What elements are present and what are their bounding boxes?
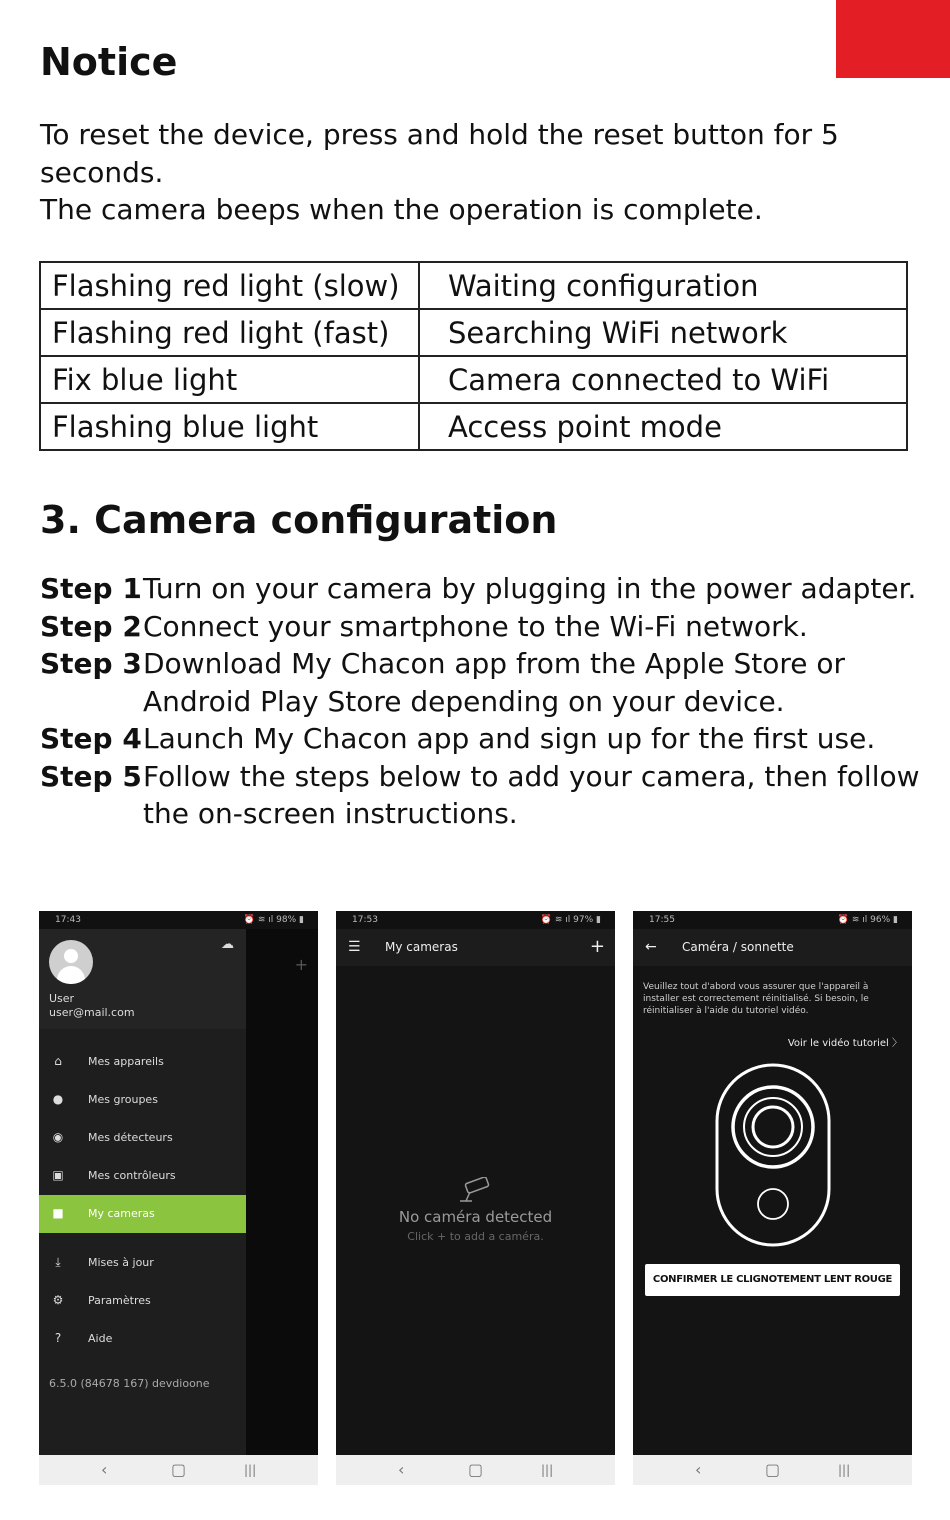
menu-item-my-cameras[interactable] <box>39 1195 246 1233</box>
drawer-header <box>39 929 246 1029</box>
back-icon[interactable]: ‹ <box>101 1460 108 1479</box>
table-row <box>40 403 907 450</box>
notice-line: To reset the device, press and hold the reset button for 5 seconds. <box>40 118 839 189</box>
back-arrow-icon[interactable]: ← <box>645 939 657 955</box>
notice-text <box>40 116 900 229</box>
light-cell: Flashing red light (slow) <box>40 262 419 309</box>
meaning-cell: Searching WiFi network <box>419 309 907 356</box>
recents-icon[interactable]: ||| <box>838 1463 851 1477</box>
screen-title: Caméra / sonnette <box>682 940 794 954</box>
step-label: Step 1 <box>40 572 142 605</box>
step-text: Connect your smartphone to the Wi-Fi network. <box>143 609 808 643</box>
step-text: Launch My Chacon app and sign up for the first use. <box>143 722 876 755</box>
step-label: Step 5 <box>40 759 142 793</box>
menu-item-mes-appareils[interactable] <box>39 1043 246 1081</box>
app-version: 6.5.0 (84678 167) devdioone <box>49 1377 210 1390</box>
help-icon: ? <box>54 1331 62 1345</box>
empty-state-title: No caméra detected <box>398 1208 553 1226</box>
home-button-icon[interactable]: ▢ <box>765 1460 781 1479</box>
setup-instructions: Veuillez tout d'abord vous assurer que l'appareil à installer est correctement réinitialisé. Si besoin, le réinitialiser à l'aide du tutoriel vidéo. <box>643 982 869 1016</box>
status-time: 17:43 <box>55 915 81 925</box>
user-email: user@mail.com <box>49 1006 135 1019</box>
dimmed-background <box>246 929 318 1455</box>
home-button-icon[interactable]: ▢ <box>171 1460 187 1479</box>
status-time: 17:55 <box>649 915 675 925</box>
android-nav-bar <box>336 1455 615 1485</box>
camera-icon: ■ <box>52 1206 64 1220</box>
security-camera-icon <box>456 1177 496 1205</box>
empty-state-hint: Click + to add a caméra. <box>407 1230 544 1243</box>
brand-corner-tab <box>836 0 950 78</box>
step-item <box>40 645 920 720</box>
menu-item-aide[interactable] <box>39 1320 246 1358</box>
back-icon[interactable]: ‹ <box>398 1460 405 1479</box>
menu-item-mes-detecteurs[interactable] <box>39 1119 246 1157</box>
notice-title: Notice <box>40 40 178 84</box>
step-item <box>40 758 920 833</box>
android-nav-bar <box>633 1455 912 1485</box>
step-text: Follow the steps below to add your camera, then follow the on-screen instructions. <box>143 759 920 830</box>
step-label: Step 3 <box>40 647 142 680</box>
app-header <box>336 929 615 966</box>
table-row <box>40 356 907 403</box>
status-battery: ⏰ ≋ ıl 96% ▮ <box>837 915 898 925</box>
step-label: Step 4 <box>40 722 142 755</box>
status-time: 17:53 <box>352 915 378 925</box>
menu-item-label: My cameras <box>88 1207 155 1220</box>
step-text: Download My Chacon app from the Apple Store or Android Play Store depending on your device. <box>143 647 846 718</box>
menu-item-mises-a-jour[interactable] <box>39 1244 246 1282</box>
phone-screenshot-cameras <box>336 911 615 1485</box>
controller-icon: ▣ <box>52 1168 64 1182</box>
home-icon: ⌂ <box>54 1054 62 1068</box>
step-text: Turn on your camera by plugging in the power adapter. <box>143 572 917 605</box>
detector-icon: ◉ <box>52 1130 64 1144</box>
menu-item-mes-groupes[interactable] <box>39 1081 246 1119</box>
meaning-cell: Access point mode <box>419 403 907 450</box>
screen-title: My cameras <box>385 940 458 954</box>
menu-item-label: Mes détecteurs <box>88 1131 173 1144</box>
menu-item-label: Mes appareils <box>88 1055 164 1068</box>
navigation-drawer <box>39 929 246 1455</box>
gear-icon: ⚙ <box>52 1293 64 1307</box>
steps-list <box>40 570 920 833</box>
light-cell: Fix blue light <box>40 356 419 403</box>
table-row <box>40 262 907 309</box>
notice-line: The camera beeps when the operation is complete. <box>40 193 763 226</box>
menu-item-mes-controleurs[interactable] <box>39 1157 246 1195</box>
cloud-icon[interactable]: ☁ <box>221 937 234 952</box>
menu-item-label: Aide <box>88 1332 113 1345</box>
battery-level: 96% <box>870 915 891 925</box>
light-cell: Flashing red light (fast) <box>40 309 419 356</box>
doorbell-camera-illustration <box>715 1063 831 1247</box>
recents-icon[interactable]: ||| <box>541 1463 554 1477</box>
hamburger-menu-icon[interactable]: ☰ <box>348 939 361 955</box>
light-status-table <box>39 261 908 451</box>
user-name: User <box>49 992 75 1005</box>
battery-level: 97% <box>573 915 594 925</box>
download-icon: ⤓ <box>55 1255 61 1269</box>
meaning-cell: Camera connected to WiFi <box>419 356 907 403</box>
back-icon[interactable]: ‹ <box>695 1460 702 1479</box>
table-row <box>40 309 907 356</box>
step-item <box>40 608 920 646</box>
light-cell: Flashing blue light <box>40 403 419 450</box>
menu-item-label: Mises à jour <box>88 1256 154 1269</box>
avatar[interactable] <box>49 940 93 984</box>
drawer-menu <box>39 1043 246 1358</box>
step-item <box>40 720 920 758</box>
status-battery: ⏰ ≋ ıl 98% ▮ <box>243 915 304 925</box>
status-bar <box>336 911 615 929</box>
step-item <box>40 570 920 608</box>
menu-item-label: Mes groupes <box>88 1093 158 1106</box>
section-title: 3. Camera configuration <box>40 498 558 542</box>
status-bar <box>633 911 912 929</box>
status-battery: ⏰ ≋ ıl 97% ▮ <box>540 915 601 925</box>
menu-item-label: Paramètres <box>88 1294 151 1307</box>
android-nav-bar <box>39 1455 318 1485</box>
groups-icon: ● <box>52 1092 64 1106</box>
phone-screenshot-setup <box>633 911 912 1485</box>
home-button-icon[interactable]: ▢ <box>468 1460 484 1479</box>
status-bar <box>39 911 318 929</box>
step-label: Step 2 <box>40 609 142 643</box>
meaning-cell: Waiting configuration <box>419 262 907 309</box>
phone-screenshot-menu <box>39 911 318 1485</box>
battery-level: 98% <box>276 915 297 925</box>
menu-item-label: Mes contrôleurs <box>88 1169 176 1182</box>
add-icon: + <box>294 955 308 974</box>
confirm-blink-button[interactable]: CONFIRMER LE CLIGNOTEMENT LENT ROUGE <box>645 1264 900 1296</box>
menu-item-parametres[interactable] <box>39 1282 246 1320</box>
app-header <box>633 929 912 966</box>
add-camera-icon[interactable]: + <box>589 936 605 957</box>
recents-icon[interactable]: ||| <box>244 1463 257 1477</box>
video-tutorial-link[interactable]: Voir le vidéo tutoriel 〉 <box>787 1038 902 1049</box>
